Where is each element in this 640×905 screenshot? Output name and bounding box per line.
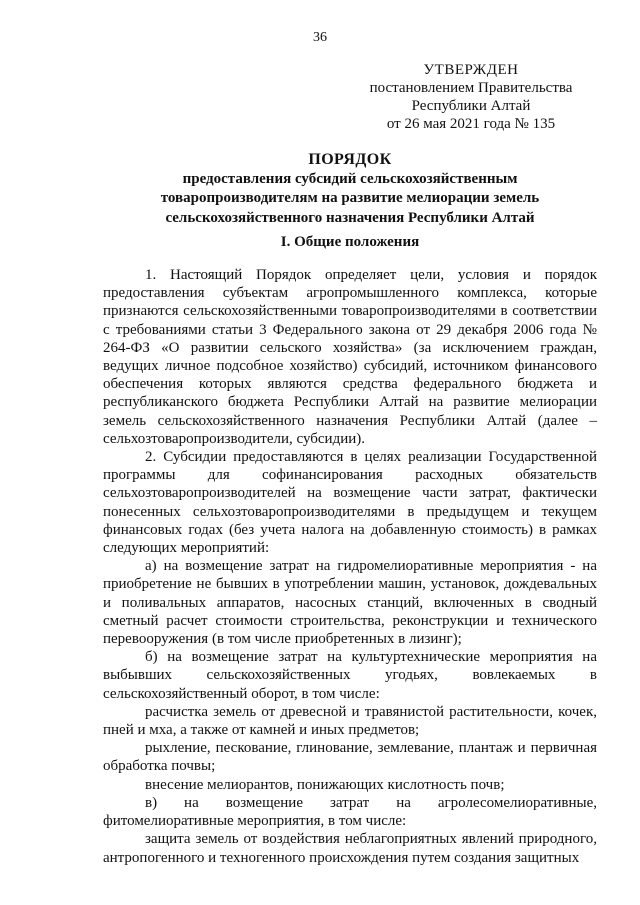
- title-line: сельскохозяйственного назначения Республики Алтай: [165, 209, 535, 226]
- paragraph: 1. Настоящий Порядок определяет цели, условия и порядок предоставления субъектам агропромышленного комплекса, которые признаются сельскохозяйственными товаропроизводителями в соответствии с требованиями статьи 3 Федерального закона от 29 декабря 2006 года № 264-ФЗ «О развитии сельского хозяйства» (за исключением граждан, ведущих личное подсобное хозяйство) субсидий, источником финансового обеспечения которых являются средства федерального бюджета и республиканского бюджета Республики Алтай на развитие мелиорации земель сельскохозяйственного назначения Республики Алтай (далее – сельхозтоваропроизводители, субсидии).: [103, 267, 597, 447]
- title-line: предоставления субсидий сельскохозяйственным: [182, 170, 518, 187]
- section-heading: I. Общие положения: [280, 234, 420, 250]
- approval-date-line: от 26 мая 2021 года № 135: [386, 116, 556, 132]
- paragraph: в) на возмещение затрат на агролесомелиоративные, фитомелиоративные мероприятия, в том числе:: [103, 794, 597, 830]
- paragraph: расчистка земель от древесной и травянистой растительности, кочек, пней и мха, а также от камней и иных предметов;: [103, 703, 597, 739]
- approval-stamp: [356, 61, 586, 133]
- document-title: [100, 150, 600, 228]
- title-line: товаропроизводителям на развитие мелиорации земель: [160, 190, 540, 206]
- paragraph: внесение мелиорантов, понижающих кислотность почв;: [145, 776, 505, 793]
- approval-heading: УТВЕРЖДЕН: [423, 62, 519, 78]
- approval-line: Республики Алтай: [411, 98, 531, 114]
- paragraph: б) на возмещение затрат на культуртехнические мероприятия на выбывших сельскохозяйственных угодьях, вовлекаемых в сельскохозяйственный оборот, в том числе:: [103, 649, 597, 702]
- title-main: ПОРЯДОК: [308, 151, 392, 168]
- paragraph: защита земель от воздействия неблагоприятных явлений природного, антропогенного и техногенного происхождения путем создания защитных: [103, 831, 597, 866]
- approval-line: постановлением Правительства: [369, 80, 573, 96]
- document-body: [103, 266, 597, 867]
- page-number: 36: [313, 30, 327, 45]
- paragraph: рыхление, пескование, глинование, землевание, плантаж и первичная обработка почвы;: [103, 740, 597, 775]
- paragraph: а) на возмещение затрат на гидромелиоративные мероприятия - на приобретение не бывших в употреблении машин, установок, дождевальных и поливальных аппаратов, насосных станций, включенных в сводный сметный расчет стоимости строительства, реконструкции и технического перевооружения (в том числе приобретенных в лизинг);: [103, 558, 597, 648]
- paragraph: 2. Субсидии предоставляются в целях реализации Государственной программы для софинансирования расходных обязательств сельхозтоваропроизводителей на возмещение части затрат, фактически понесенных сельхозтоваропроизводителями в предыдущем и текущем финансовых годах (без учета налога на добавленную стоимость) в рамках следующих мероприятий:: [103, 449, 597, 557]
